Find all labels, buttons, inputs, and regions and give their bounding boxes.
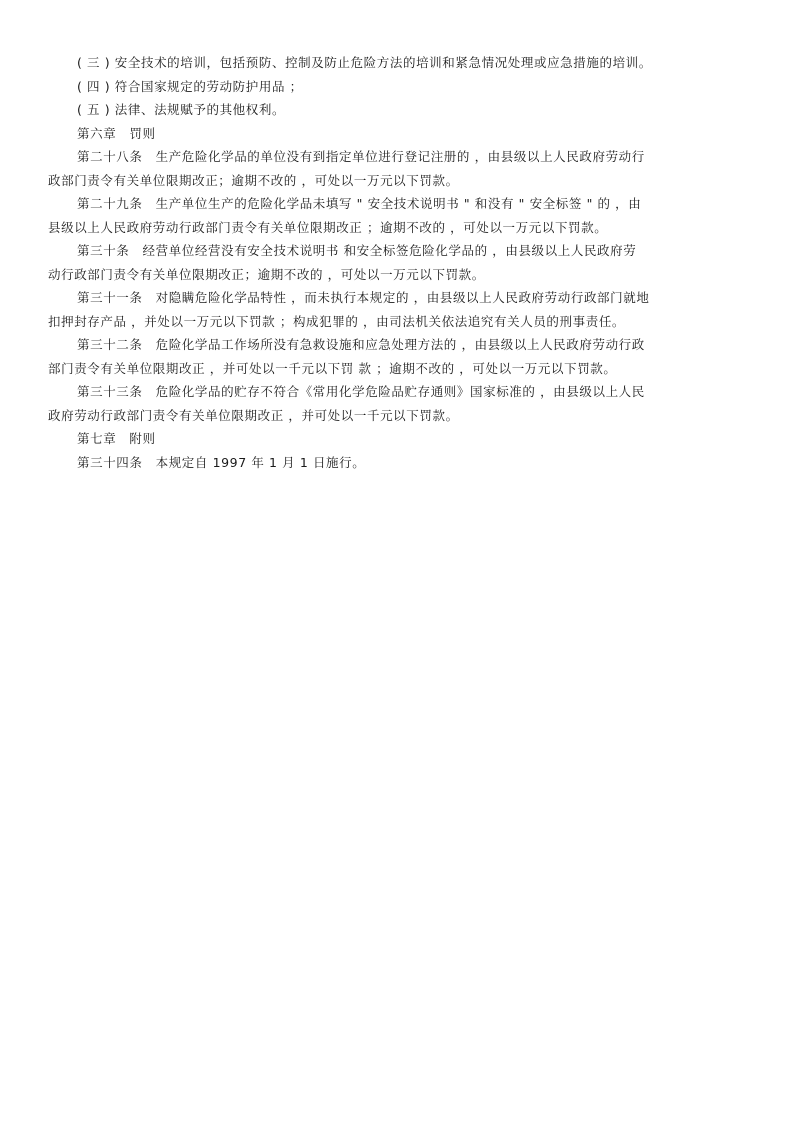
document-page	[48, 51, 748, 474]
text-line: 政部门责令有关单位限期改正；逾期不改的 ，可处以一万元以下罚款。	[48, 172, 459, 188]
list-item-5-other-rights	[48, 98, 748, 122]
article-30	[48, 239, 748, 286]
text-line: 第三十四条 本规定自 1997 年 1 月 1 日施行。	[77, 454, 366, 470]
article-29	[48, 192, 748, 239]
list-item-3-training	[48, 51, 748, 75]
text-line: 动行政部门责令有关单位限期改正；逾期不改的 ，可处以一万元以下罚款。	[48, 266, 485, 282]
text-line: 第七章 附则	[77, 431, 156, 446]
chapter-heading-supplementary	[48, 427, 748, 451]
chapter-heading-penalties	[48, 122, 748, 146]
text-line: ( 三 ) 安全技术的培训，包括预防、控制及防止危险方法的培训和紧急情况处理或应急措施的培训。	[77, 55, 652, 70]
text-line: 县级以上人民政府劳动行政部门责令有关单位限期改正 ；逾期不改的 ，可处以一万元以下罚款。	[48, 219, 608, 235]
article-34	[48, 451, 748, 475]
article-32	[48, 333, 748, 380]
text-line: 政府劳动行政部门责令有关单位限期改正 ，并可处以一千元以下罚款。	[48, 407, 459, 423]
article-28	[48, 145, 748, 192]
text-line: 第三十一条 对隐瞒危险化学品特性 ，而未执行本规定的 ，由县级以上人民政府劳动行政部门就地	[77, 290, 650, 305]
list-item-4-protective-equipment	[48, 75, 748, 99]
text-line: ( 四 ) 符合国家规定的劳动防护用品 ；	[77, 78, 303, 94]
text-line: 部门责令有关单位限期改正 ，并可处以一千元以下罚 款 ；逾期不改的 ，可处以一万元以下罚款。	[48, 360, 617, 376]
text-line: 扣押封存产品 ，并处以一万元以下罚款 ；构成犯罪的 ，由司法机关依法追究有关人员的刑事责任。	[48, 313, 626, 329]
article-33	[48, 380, 748, 427]
text-line: ( 五 ) 法律、法规赋予的其他权利。	[77, 102, 286, 117]
text-line: 第三十三条 危险化学品的贮存不符合《常用化学危险品贮存通则》国家标准的 ，由县级以上人民	[77, 384, 645, 399]
text-line: 第二十九条 生产单位生产的危险化学品未填写 " 安全技术说明书 " 和没有 " 安全标签 " 的 ，由	[77, 196, 642, 211]
text-line: 第三十二条 危险化学品工作场所没有急救设施和应急处理方法的 ，由县级以上人民政府劳动行政	[77, 337, 645, 352]
text-line: 第二十八条 生产危险化学品的单位没有到指定单位进行登记注册的 ，由县级以上人民政府劳动行	[77, 149, 645, 164]
text-line: 第三十条 经营单位经营没有安全技术说明书 和安全标签危险化学品的 ，由县级以上人民政府劳	[77, 243, 637, 258]
text-line: 第六章 罚则	[77, 125, 156, 141]
article-31	[48, 286, 748, 333]
